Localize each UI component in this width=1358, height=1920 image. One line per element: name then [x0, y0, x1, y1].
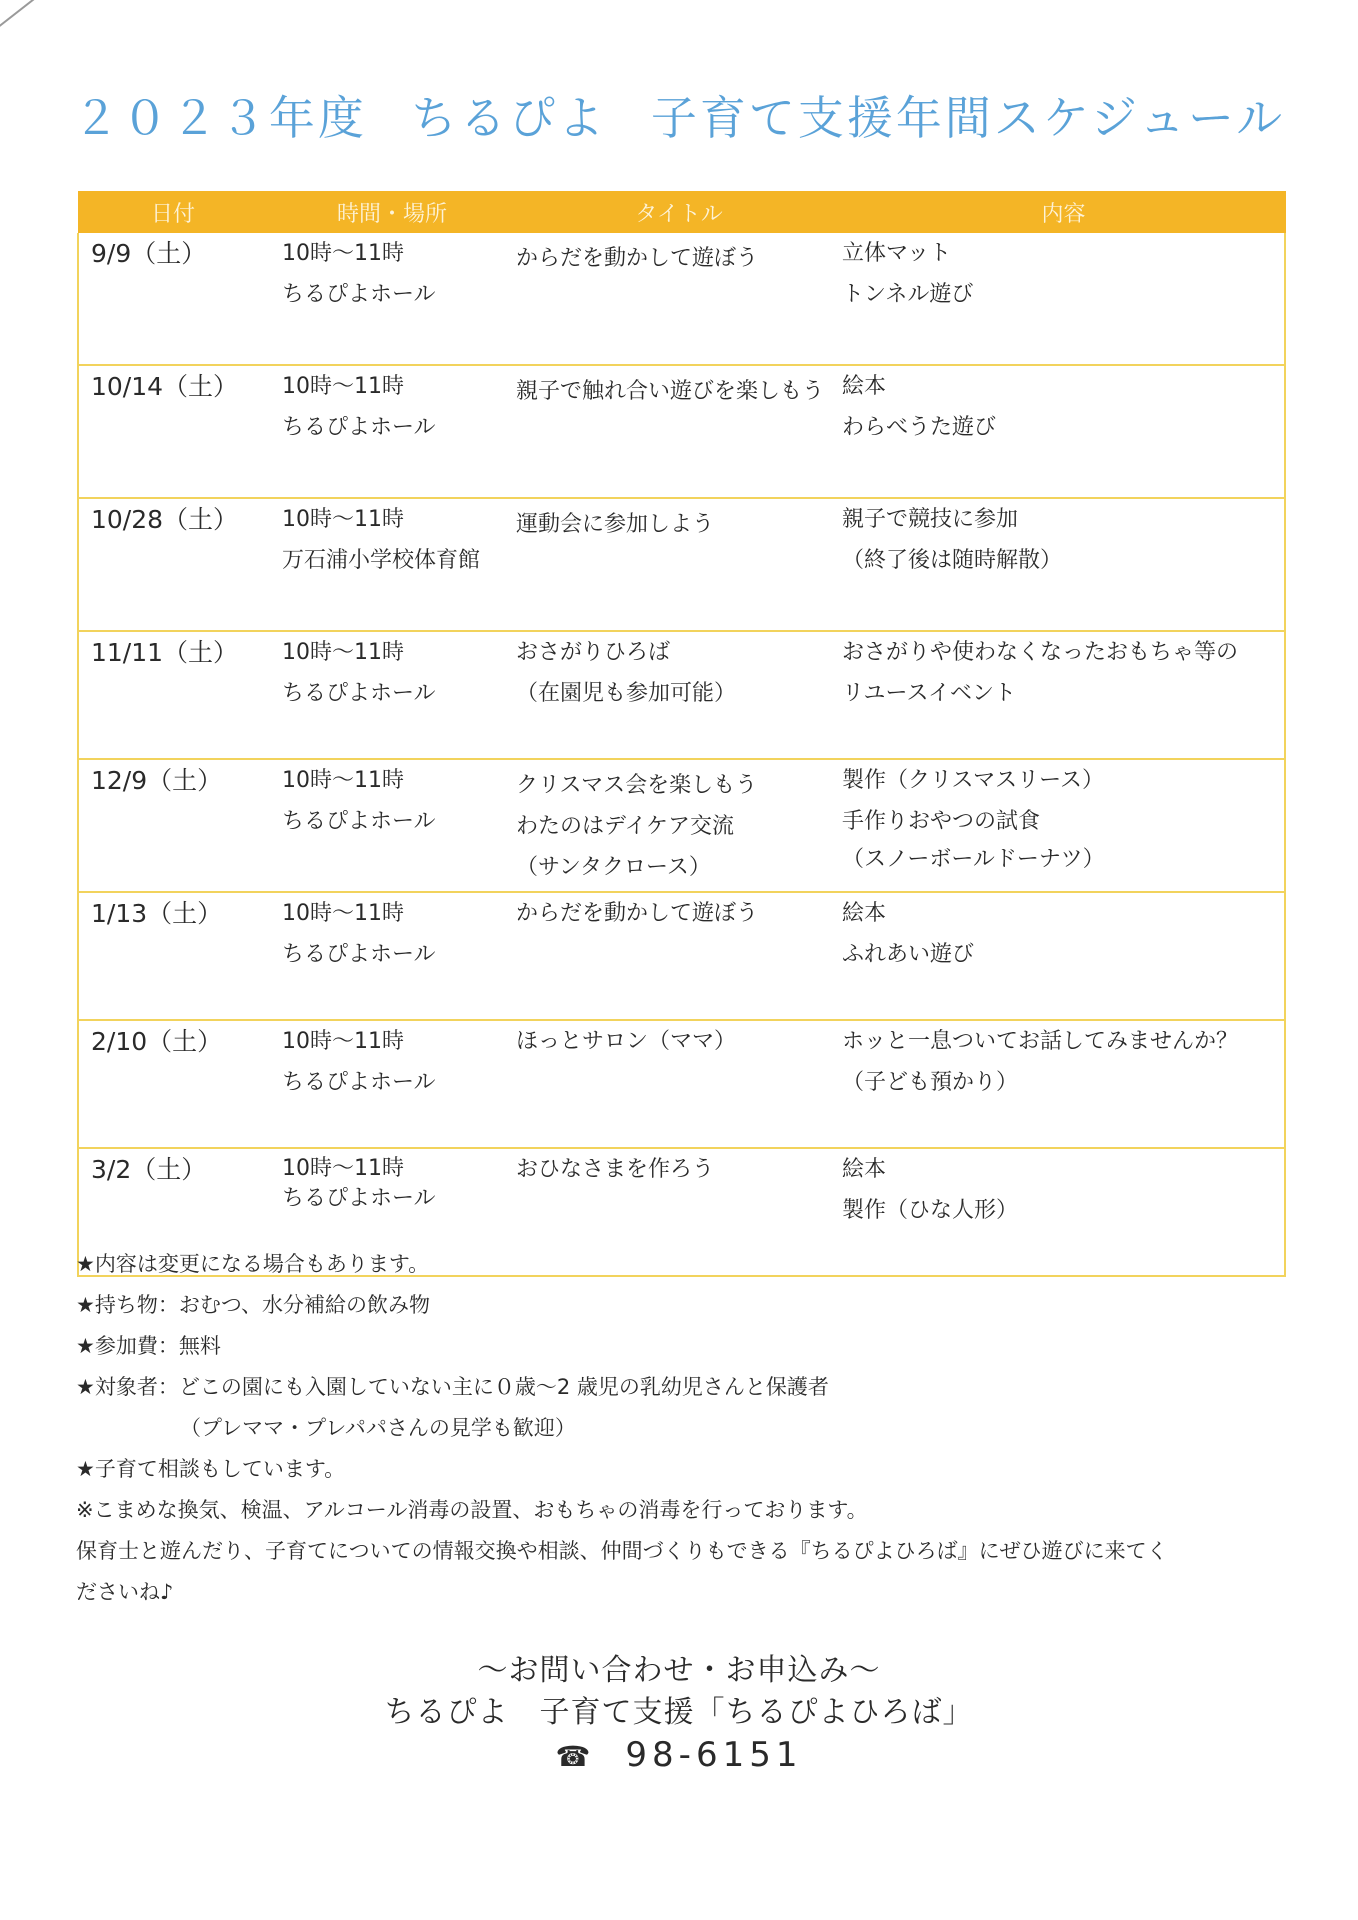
- table-row: [78, 498, 1285, 631]
- page-title: [0, 82, 1358, 148]
- note-consult: ★子育て相談もしています。: [76, 1457, 346, 1481]
- cell-date: 11/11（土）: [78, 631, 268, 759]
- scan-mark: [0, 0, 115, 42]
- note-invite-end: ださいね♪: [76, 1580, 174, 1604]
- cell-content: 立体マット トンネル遊び: [842, 233, 1285, 365]
- contact-name: ちるぴよ 子育て支援「ちるぴよひろば」: [384, 1695, 974, 1730]
- table-header-row: [78, 191, 1285, 233]
- contact-block: [0, 1650, 1358, 1778]
- notes-section: [76, 1244, 1296, 1613]
- cell-date: 9/9（土）: [78, 233, 268, 365]
- cell-time-place: 10時～11時 ちるぴよホール: [268, 365, 516, 498]
- cell-content: 親子で競技に参加 （終了後は随時解散）: [842, 498, 1285, 631]
- phone-icon: ☎: [555, 1740, 596, 1773]
- cell-time-place: 10時～11時 ちるぴよホール: [268, 759, 516, 892]
- header-content: 内容: [842, 191, 1285, 233]
- cell-date: 3/2（土）: [78, 1148, 268, 1276]
- cell-time-place: 10時～11時 ちるぴよホール: [268, 1148, 516, 1276]
- table-row: [78, 233, 1285, 365]
- cell-content: 絵本 わらべうた遊び: [842, 365, 1285, 498]
- contact-phone: [0, 1734, 1358, 1778]
- cell-title: 運動会に参加しよう: [516, 498, 842, 631]
- cell-date: 2/10（土）: [78, 1020, 268, 1148]
- note-target: ★対象者：どこの園にも入園していない主に０歳～2 歳児の乳幼児さんと保護者: [76, 1375, 829, 1399]
- header-title: タイトル: [516, 191, 842, 233]
- cell-content: 絵本 ふれあい遊び: [842, 892, 1285, 1020]
- table-row: [78, 759, 1285, 892]
- contact-heading: ～お問い合わせ・お申込み～: [477, 1653, 881, 1688]
- cell-title: からだを動かして遊ぼう: [516, 233, 842, 365]
- header-time-place: 時間・場所: [268, 191, 516, 233]
- header-date: 日付: [78, 191, 268, 233]
- title-schedule: 子育て支援年間スケジュール: [650, 91, 1286, 145]
- note-belongings: ★持ち物：おむつ、水分補給の飲み物: [76, 1293, 430, 1317]
- cell-date: 10/28（土）: [78, 498, 268, 631]
- cell-content: ホッと一息ついてお話してみませんか？ （子ども預かり）: [842, 1020, 1285, 1148]
- cell-content: 絵本 製作（ひな人形）: [842, 1148, 1285, 1276]
- note-hygiene: ※こまめな換気、検温、アルコール消毒の設置、おもちゃの消毒を行っております。: [76, 1498, 868, 1522]
- cell-title: ほっとサロン（ママ）: [516, 1020, 842, 1148]
- cell-date: 1/13（土）: [78, 892, 268, 1020]
- note-target-sub: （プレママ・プレパパさんの見学も歓迎）: [180, 1416, 576, 1440]
- cell-title: からだを動かして遊ぼう: [516, 892, 842, 1020]
- schedule-table: [77, 191, 1286, 1277]
- cell-title: 親子で触れ合い遊びを楽しもう: [516, 365, 842, 498]
- title-year: ２０２３年度: [72, 91, 367, 145]
- cell-time-place: 10時～11時 ちるぴよホール: [268, 892, 516, 1020]
- phone-number: 98-6151: [625, 1735, 803, 1775]
- cell-time-place: 10時～11時 万石浦小学校体育館: [268, 498, 516, 631]
- cell-date: 10/14（土）: [78, 365, 268, 498]
- cell-content: 製作（クリスマスリース） 手作りおやつの試食 （スノーボールドーナツ）: [842, 759, 1285, 892]
- cell-title: おさがりひろば （在園児も参加可能）: [516, 631, 842, 759]
- cell-date: 12/9（土）: [78, 759, 268, 892]
- cell-time-place: 10時～11時 ちるぴよホール: [268, 1020, 516, 1148]
- note-change: ★内容は変更になる場合もあります。: [76, 1252, 430, 1276]
- table-row: [78, 892, 1285, 1020]
- note-fee: ★参加費：無料: [76, 1334, 221, 1358]
- title-org: ちるぴよ: [410, 91, 607, 145]
- table-row: [78, 365, 1285, 498]
- cell-title: おひなさまを作ろう: [516, 1148, 842, 1276]
- table-row: [78, 631, 1285, 759]
- cell-time-place: 10時～11時 ちるぴよホール: [268, 233, 516, 365]
- cell-time-place: 10時～11時 ちるぴよホール: [268, 631, 516, 759]
- cell-content: おさがりや使わなくなったおもちゃ等の リユースイベント: [842, 631, 1285, 759]
- note-invite: 保育士と遊んだり、子育てについての情報交換や相談、仲間づくりもできる『ちるぴよひろば』にぜひ遊びに来てく: [76, 1539, 1168, 1563]
- table-row: [78, 1020, 1285, 1148]
- cell-title: クリスマス会を楽しもう わたのはデイケア交流 （サンタクロース）: [516, 759, 842, 892]
